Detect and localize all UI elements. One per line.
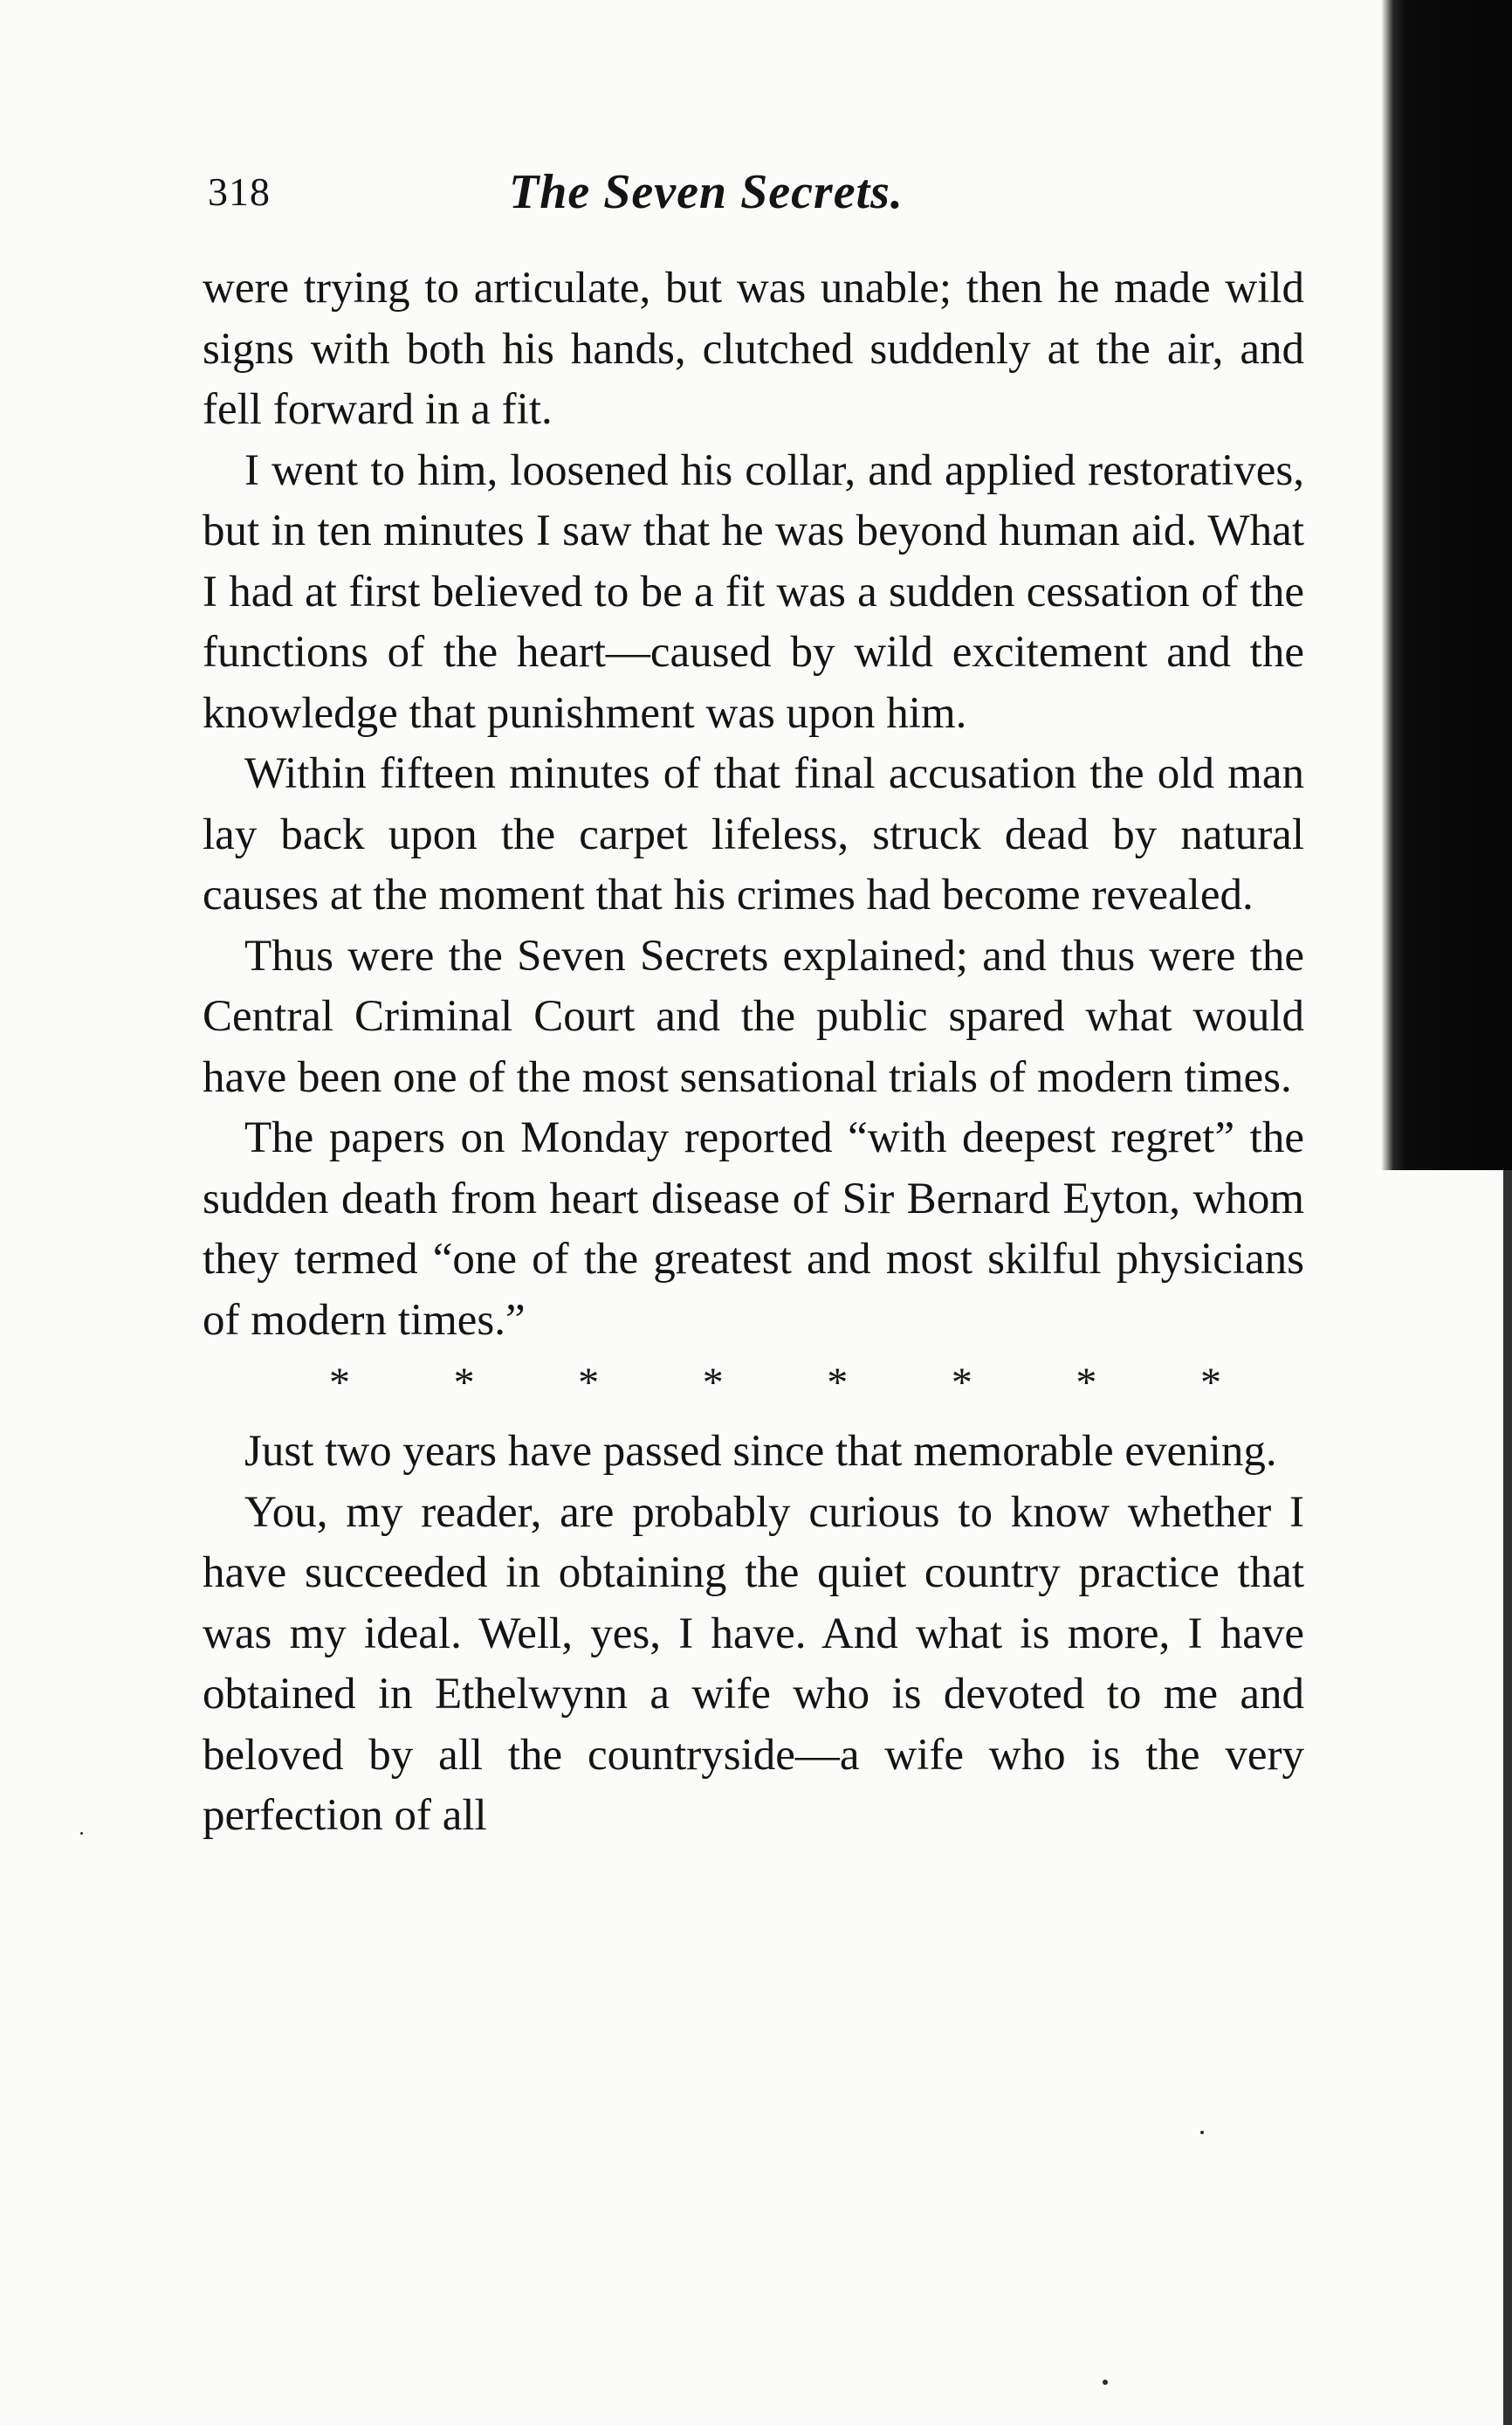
section-break-star: * (453, 1360, 475, 1406)
paragraph-4: Thus were the Seven Secrets explained; and thus were the Central Criminal Court and the public spared what would have been one of the most sensational trials of modern times. (203, 931, 1304, 1102)
page-header (208, 157, 1308, 227)
paragraph-6: Just two years have passed since that memorable evening. (244, 1427, 1277, 1476)
section-break-star: * (1076, 1360, 1097, 1406)
section-break (203, 1353, 1304, 1413)
paragraph-2: I went to him, loosened his collar, and applied restoratives, but in ten minutes I saw that he was beyond human aid. What I had at first believed to be a fit was a sudden cessation of the functions of the heart—caused by wild excitement and the knowledge that punishment was upon him. (203, 445, 1304, 738)
section-break-star: * (329, 1360, 350, 1406)
scan-speck (1200, 2131, 1204, 2134)
body-text (203, 258, 1304, 1847)
page-number: 318 (208, 169, 271, 214)
running-title: The Seven Secrets. (509, 165, 904, 219)
scan-speck (80, 1832, 83, 1835)
section-break-star: * (578, 1360, 600, 1406)
section-break-star: * (1199, 1360, 1221, 1406)
scanned-page-edge-line (1503, 1170, 1512, 2425)
paragraph-7: You, my reader, are probably curious to know whether I have succeeded in obtaining the quiet country practice that was my ideal. Well, yes, I have. And what is more, I have obtained in Ethelwynn a wife who is devoted to me and beloved by all the countryside—a wife who is the very perfection of all (203, 1487, 1304, 1840)
paragraph-3: Within fifteen minutes of that final accusation the old man lay back upon the carpet lifeless, struck dead by natural causes at the moment that his crimes had become revealed. (203, 749, 1304, 920)
paragraph-1: were trying to articulate, but was unable; then he made wild signs with both his hands, clutched suddenly at the air, and fell forward in a fit. (203, 264, 1304, 434)
section-break-star: * (951, 1360, 972, 1406)
scanned-page-edge-shadow (1381, 0, 1512, 1170)
section-break-star: * (827, 1360, 849, 1406)
scan-speck (1103, 2380, 1108, 2385)
section-break-star: * (702, 1360, 724, 1406)
paragraph-5: The papers on Monday reported “with deepest regret” the sudden death from heart disease of Sir Bernard Eyton, whom they termed “one of the greatest and most skilful physicians of modern times.” (203, 1113, 1304, 1345)
